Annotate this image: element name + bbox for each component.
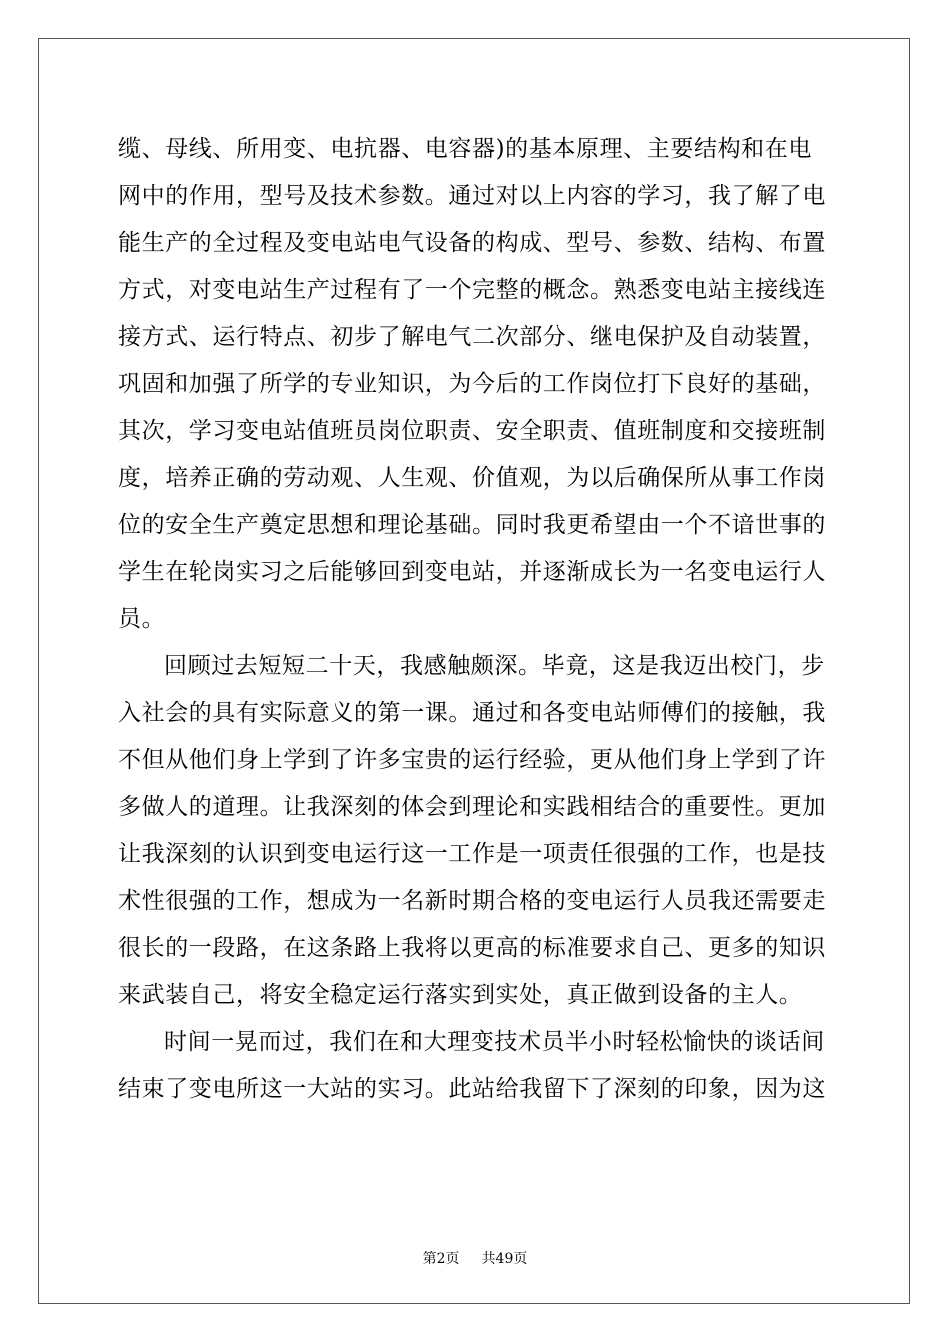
- text-line: 缆、母线、所用变、电抗器、电容器)的基本原理、主要结构和在电: [118, 136, 812, 162]
- total-pages: 共49页: [481, 1251, 528, 1267]
- paragraph-start-line: 时间一晃而过，我们在和大理变技术员半小时轻松愉快的谈话间: [164, 1029, 825, 1055]
- text-line: 入社会的具有实际意义的第一课。通过和各变电站师傅们的接触，我: [118, 700, 826, 726]
- text-line: 多做人的道理。让我深刻的体会到理论和实践相结合的重要性。更加: [118, 794, 826, 820]
- text-line: 术性很强的工作，想成为一名新时期合格的变电运行人员我还需要走: [118, 888, 826, 914]
- text-line: 学生在轮岗实习之后能够回到变电站，并逐渐成长为一名变电运行人: [118, 559, 826, 585]
- text-line: 让我深刻的认识到变电运行这一工作是一项责任很强的工作，也是技: [118, 841, 826, 867]
- text-line: 接方式、运行特点、初步了解电气二次部分、继电保护及自动装置，: [118, 324, 826, 350]
- page-number: 第2页: [422, 1251, 460, 1267]
- page-footer: [0, 1248, 950, 1268]
- text-line: 巩固和加强了所学的专业知识，为今后的工作岗位打下良好的基础，: [118, 371, 826, 397]
- document-body: [118, 126, 834, 1113]
- text-line: 员。: [118, 606, 166, 632]
- text-line: 位的安全生产奠定思想和理论基础。同时我更希望由一个不谙世事的: [118, 512, 826, 538]
- text-line: 能生产的全过程及变电站电气设备的构成、型号、参数、结构、布置: [118, 230, 826, 256]
- text-line: 很长的一段路，在这条路上我将以更高的标准要求自己、更多的知识: [118, 935, 826, 961]
- text-line: 网中的作用，型号及技术参数。通过对以上内容的学习，我了解了电: [118, 183, 826, 209]
- text-line: 来武装自己，将安全稳定运行落实到实处，真正做到设备的主人。: [118, 982, 803, 1008]
- text-line: 不但从他们身上学到了许多宝贵的运行经验，更从他们身上学到了许: [118, 747, 826, 773]
- paragraph-start-line: 回顾过去短短二十天，我感触颇深。毕竟，这是我迈出校门，步: [164, 653, 825, 679]
- text-line: 其次，学习变电站值班员岗位职责、安全职责、值班制度和交接班制: [118, 418, 826, 444]
- text-line: 度，培养正确的劳动观、人生观、价值观，为以后确保所从事工作岗: [118, 465, 826, 491]
- text-line: 方式，对变电站生产过程有了一个完整的概念。熟悉变电站主接线连: [118, 277, 826, 303]
- text-line: 结束了变电所这一大站的实习。此站给我留下了深刻的印象，因为这: [118, 1076, 826, 1102]
